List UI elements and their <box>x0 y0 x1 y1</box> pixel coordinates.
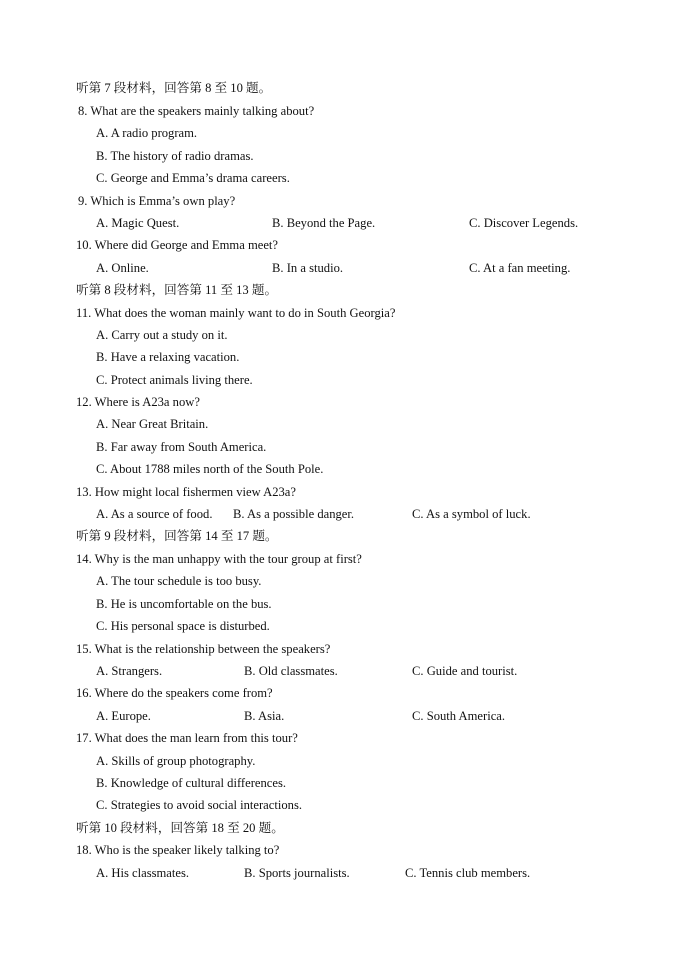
question-18-option-b: B. Sports journalists. <box>244 866 350 880</box>
question-11-option-c: C. Protect animals living there. <box>96 373 253 387</box>
question-9-option-a: A. Magic Quest. <box>96 216 180 230</box>
question-11-option-b: B. Have a relaxing vacation. <box>96 350 240 364</box>
question-15-option-b: B. Old classmates. <box>244 664 338 678</box>
question-16-stem: 16. Where do the speakers come from? <box>76 686 273 700</box>
question-15-option-c: C. Guide and tourist. <box>412 664 518 678</box>
question-13-stem: 13. How might local fishermen view A23a? <box>76 485 296 499</box>
question-11-option-a: A. Carry out a study on it. <box>96 328 228 342</box>
question-9-stem: 9. Which is Emma’s own play? <box>78 194 236 208</box>
question-13-option-a: A. As a source of food. <box>96 507 213 521</box>
section-heading-8: 听第 8 段材料，回答第 11 至 13 题。 <box>76 283 278 297</box>
question-16-option-c: C. South America. <box>412 709 506 723</box>
question-8-option-b: B. The history of radio dramas. <box>96 149 254 163</box>
question-9-option-b: B. Beyond the Page. <box>272 216 376 230</box>
question-12-option-b: B. Far away from South America. <box>96 440 267 454</box>
question-18-option-a: A. His classmates. <box>96 866 190 880</box>
question-16-option-a: A. Europe. <box>96 709 151 723</box>
question-11-stem: 11. What does the woman mainly want to do in South Georgia? <box>76 306 396 320</box>
question-13-option-c: C. As a symbol of luck. <box>412 507 531 521</box>
question-17-stem: 17. What does the man learn from this tour? <box>76 731 298 745</box>
question-14-option-a: A. The tour schedule is too busy. <box>96 574 262 588</box>
question-17-option-b: B. Knowledge of cultural differences. <box>96 776 287 790</box>
question-12-stem: 12. Where is A23a now? <box>76 395 200 409</box>
section-heading-9: 听第 9 段材料，回答第 14 至 17 题。 <box>76 529 278 543</box>
question-8-option-a: A. A radio program. <box>96 126 198 140</box>
question-17-option-a: A. Skills of group photography. <box>96 754 256 768</box>
question-12-option-c: C. About 1788 miles north of the South Pole. <box>96 462 324 476</box>
question-15-stem: 15. What is the relationship between the speakers? <box>76 642 331 656</box>
question-14-option-c: C. His personal space is disturbed. <box>96 619 270 633</box>
question-8-stem: 8. What are the speakers mainly talking about? <box>78 104 315 118</box>
question-18-stem: 18. Who is the speaker likely talking to? <box>76 843 280 857</box>
question-14-option-b: B. He is uncomfortable on the bus. <box>96 597 272 611</box>
question-15-option-a: A. Strangers. <box>96 664 163 678</box>
question-16-option-b: B. Asia. <box>244 709 285 723</box>
question-10-option-a: A. Online. <box>96 261 149 275</box>
question-14-stem: 14. Why is the man unhappy with the tour group at first? <box>76 552 362 566</box>
question-17-option-c: C. Strategies to avoid social interactions. <box>96 798 303 812</box>
section-heading-10: 听第 10 段材料，回答第 18 至 20 题。 <box>76 821 284 835</box>
question-12-option-a: A. Near Great Britain. <box>96 417 209 431</box>
section-heading-7: 听第 7 段材料，回答第 8 至 10 题。 <box>76 81 272 95</box>
question-9-option-c: C. Discover Legends. <box>469 216 579 230</box>
question-10-option-c: C. At a fan meeting. <box>469 261 571 275</box>
question-18-option-c: C. Tennis club members. <box>405 866 531 880</box>
question-10-stem: 10. Where did George and Emma meet? <box>76 238 279 252</box>
question-13-option-b: B. As a possible danger. <box>233 507 355 521</box>
question-10-option-b: B. In a studio. <box>272 261 344 275</box>
question-8-option-c: C. George and Emma’s drama careers. <box>96 171 290 185</box>
